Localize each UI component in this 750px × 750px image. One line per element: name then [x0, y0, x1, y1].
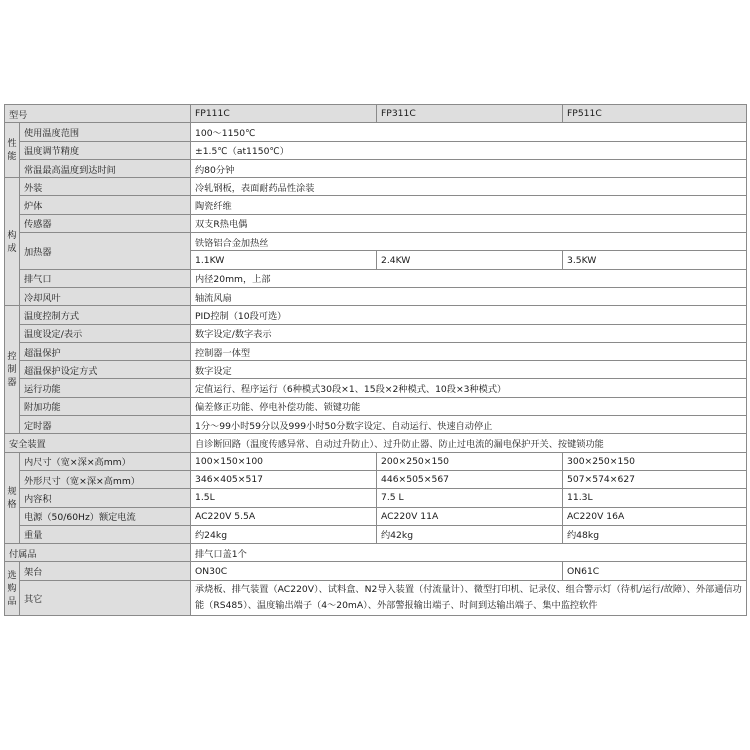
row-value: 约48kg	[563, 525, 747, 543]
group-controller: 控制器	[5, 306, 20, 434]
table-row	[5, 178, 747, 196]
row-value: AC220V 16A	[563, 507, 747, 525]
row-label: 内尺寸（宽×深×高mm）	[20, 452, 191, 470]
row-value: 控制器一体型	[191, 342, 747, 360]
row-label: 常温最高温度到达时间	[20, 159, 191, 177]
row-label: 冷却风叶	[20, 287, 191, 305]
row-label: 炉体	[20, 196, 191, 214]
table-row	[5, 269, 747, 287]
row-value: ±1.5℃（at1150℃）	[191, 141, 747, 159]
table-row	[5, 544, 747, 562]
model-header-label: 型号	[5, 105, 191, 123]
table-row	[5, 397, 747, 415]
row-value: 446×505×567	[377, 470, 563, 488]
row-label: 运行功能	[20, 379, 191, 397]
row-value: 100～1150℃	[191, 123, 747, 141]
table-row	[5, 525, 747, 543]
row-value: 排气口盖1个	[191, 544, 747, 562]
row-label: 付属品	[5, 544, 191, 562]
row-label: 温度设定/表示	[20, 324, 191, 342]
row-label: 外装	[20, 178, 191, 196]
table-row	[5, 233, 747, 251]
row-label: 超温保护	[20, 342, 191, 360]
row-label: 重量	[20, 525, 191, 543]
row-value: 约80分钟	[191, 159, 747, 177]
row-value: 507×574×627	[563, 470, 747, 488]
row-label: 温度调节精度	[20, 141, 191, 159]
row-value: 300×250×150	[563, 452, 747, 470]
table-row	[5, 123, 747, 141]
row-value: 7.5 L	[377, 489, 563, 507]
model-fp511c: FP511C	[563, 105, 747, 123]
row-value: 陶瓷纤维	[191, 196, 747, 214]
row-value: 双支R热电偶	[191, 214, 747, 232]
group-optional: 选购品	[5, 562, 20, 615]
row-value: 1.5L	[191, 489, 377, 507]
heater-power-fp511c: 3.5KW	[563, 251, 747, 269]
table-row	[5, 379, 747, 397]
table-row	[5, 306, 747, 324]
table-row	[5, 141, 747, 159]
row-value: 偏差修正功能、停电补偿功能、锁键功能	[191, 397, 747, 415]
table-row	[5, 324, 747, 342]
row-label: 内容积	[20, 489, 191, 507]
table-row	[5, 434, 747, 452]
row-value: AC220V 5.5A	[191, 507, 377, 525]
table-row	[5, 214, 747, 232]
row-value: 1分～99小时59分以及999小时50分数字设定、自动运行、快速自动停止	[191, 416, 747, 434]
table-row	[5, 470, 747, 488]
row-value: 定值运行、程序运行（6种模式30段×1、15段×2种模式、10段×3种模式）	[191, 379, 747, 397]
row-label: 附加功能	[20, 397, 191, 415]
table-row	[5, 489, 747, 507]
group-performance: 性能	[5, 123, 20, 178]
row-value: 自诊断回路（温度传感异常、自动过升防止）、过升防止器、防止过电流的漏电保护开关、按键锁功能	[191, 434, 747, 452]
row-label: 其它	[20, 580, 191, 615]
table-row	[5, 287, 747, 305]
row-label: 传感器	[20, 214, 191, 232]
row-label: 温度控制方式	[20, 306, 191, 324]
table-row	[5, 342, 747, 360]
row-label: 外形尺寸（宽×深×高mm）	[20, 470, 191, 488]
row-value: 数字设定	[191, 361, 747, 379]
row-value: 冷轧钢板，表面耐药品性涂装	[191, 178, 747, 196]
group-spec: 规格	[5, 452, 20, 543]
table-row	[5, 562, 747, 580]
row-value: 内径20mm，上部	[191, 269, 747, 287]
row-value: 铁铬铝合金加热丝	[191, 233, 747, 251]
table-row	[5, 580, 747, 615]
spec-table	[4, 104, 747, 616]
table-row	[5, 159, 747, 177]
row-label: 加热器	[20, 233, 191, 270]
row-value: 346×405×517	[191, 470, 377, 488]
table-row	[5, 361, 747, 379]
row-label: 使用温度范围	[20, 123, 191, 141]
table-row	[5, 507, 747, 525]
row-label: 架台	[20, 562, 191, 580]
row-label: 定时器	[20, 416, 191, 434]
table-row	[5, 416, 747, 434]
row-value: ON30C	[191, 562, 563, 580]
row-value: 轴流风扇	[191, 287, 747, 305]
heater-power-fp311c: 2.4KW	[377, 251, 563, 269]
table-row	[5, 196, 747, 214]
model-fp311c: FP311C	[377, 105, 563, 123]
header-row	[5, 105, 747, 123]
heater-power-fp111c: 1.1KW	[191, 251, 377, 269]
row-value: 100×150×100	[191, 452, 377, 470]
model-fp111c: FP111C	[191, 105, 377, 123]
row-value: 约24kg	[191, 525, 377, 543]
row-value: 承烧板、排气装置（AC220V）、试料盒、N2导入装置（付流量计）、微型打印机、记录仪、组合警示灯（待机/运行/故障）、外部通信功能（RS485）、温度输出端子（4～20mA）、外部警报输出端子、时间到达输出端子、集中监控软件	[191, 580, 747, 615]
row-value: 数字设定/数字表示	[191, 324, 747, 342]
row-label: 安全装置	[5, 434, 191, 452]
row-value: 11.3L	[563, 489, 747, 507]
table-row	[5, 452, 747, 470]
row-value: ON61C	[563, 562, 747, 580]
row-value: AC220V 11A	[377, 507, 563, 525]
row-value: 200×250×150	[377, 452, 563, 470]
row-value: PID控制（10段可选）	[191, 306, 747, 324]
group-construction: 构成	[5, 178, 20, 306]
row-value: 约42kg	[377, 525, 563, 543]
row-label: 排气口	[20, 269, 191, 287]
row-label: 超温保护设定方式	[20, 361, 191, 379]
row-label: 电源（50/60Hz）额定电流	[20, 507, 191, 525]
